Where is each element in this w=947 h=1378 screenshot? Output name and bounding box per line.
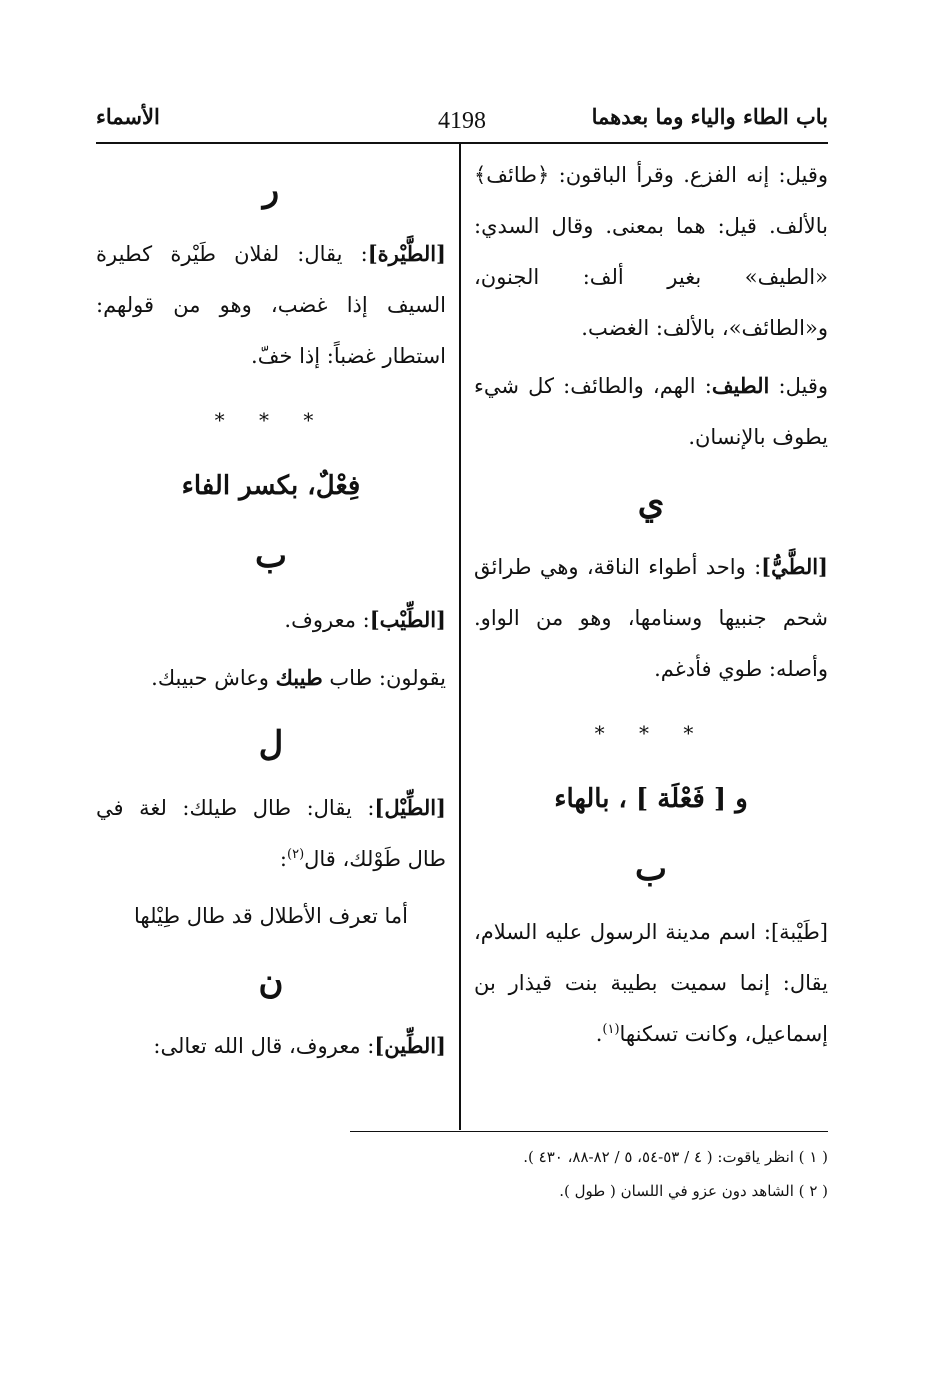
separator-stars: * * *: [594, 721, 708, 745]
entry-paragraph: وقيل: الطيف: الهم، والطائف: كل شيء يطوف بالإنسان.: [474, 373, 828, 449]
bold-term: طيبك: [275, 665, 323, 690]
entry-paragraph: وقيل: إنه الفزع. وقرأ الباقون: ﴿طائف﴾ بالألف. قيل: هما بمعنى. وقال السدي: «الطيف» بغير ألف: الجنون، و«الطائف»، بالألف: الغضب.: [474, 163, 828, 340]
page-header: [96, 104, 828, 144]
header-rule: [96, 142, 828, 144]
footnote-ref: (٢): [287, 847, 305, 862]
entry-headword: [الطِّيْل]: [374, 795, 446, 820]
entry-headword: [الطَّيُّ]: [761, 554, 828, 579]
bold-term: الطيف: [711, 373, 770, 398]
letter-heading: ب: [254, 536, 287, 576]
entry-paragraph: [الطِّيْب]: معروف.: [284, 607, 446, 632]
entry-headword: [الطَّيْرة]: [367, 241, 446, 266]
footnote: ( ٢ ) الشاهد دون عزو في اللسان ( طول ).: [559, 1182, 828, 1200]
letter-heading: ي: [637, 483, 665, 523]
entry-paragraph: [الطِّيْل]: يقال: طال طيلك: لغة في طال طَوْلك، قال$^{(٢)}$:: [96, 795, 446, 871]
letter-heading: ر: [262, 170, 280, 210]
entry-headword: [الطِّيْب]: [369, 607, 446, 632]
right-column: [474, 150, 828, 1066]
entry-paragraph: [الطَّيُّ]: واحد أطواء الناقة، وهي طرائق شحم جنبيها وسنامها، وهو من الواو. وأصله: طوي فأدغم.: [474, 554, 828, 681]
separator-stars: * * *: [214, 408, 328, 432]
chapter-title: باب الطاء والياء وما بعدهما: [591, 104, 828, 129]
column-divider: [459, 143, 461, 1130]
section-heading: فِعْلٌ، بكسر الفاء: [181, 471, 361, 501]
letter-heading: ب: [634, 849, 667, 889]
footnote: ( ١ ) انظر ياقوت: ( ٤ / ٥٣-٥٤، ٥ / ٨٢-٨٨، ٤٣٠ ).: [523, 1148, 828, 1166]
entry-paragraph: [الطَّيْرة]: يقال: لفلان طَيْرة كطيرة السيف إذا غضب، وهو من قولهم: استطار غضباً: إذا خفّ.: [96, 241, 446, 368]
section-title: الأسماء: [96, 104, 160, 129]
entry-headword: [الطِّين]: [374, 1033, 446, 1058]
footnotes: [350, 1140, 828, 1208]
entry-paragraph: يقولون: طاب طيبك وعاش حبيبك.: [151, 665, 446, 690]
page-number: 4198: [438, 108, 486, 134]
verse-line: أما تعرف الأطلال قد طال طِيْلها: [133, 904, 408, 928]
entry-paragraph: [طَيْبة]: اسم مدينة الرسول عليه السلام، يقال: إنما سميت بطيبة بنت قيذار بن إسماعيل، وكانت تسكنها$^{(١)}$.: [474, 920, 828, 1046]
letter-heading: ن: [258, 962, 284, 1002]
footnote-rule: [350, 1131, 828, 1132]
footnote-ref: (١): [602, 1022, 620, 1037]
entry-paragraph: [الطِّين]: معروف، قال الله تعالى:: [153, 1033, 446, 1058]
left-column: [96, 150, 446, 1078]
section-heading: و [ فَعْلَة ] ، بالهاء: [554, 784, 748, 814]
letter-heading: ل: [258, 724, 284, 764]
